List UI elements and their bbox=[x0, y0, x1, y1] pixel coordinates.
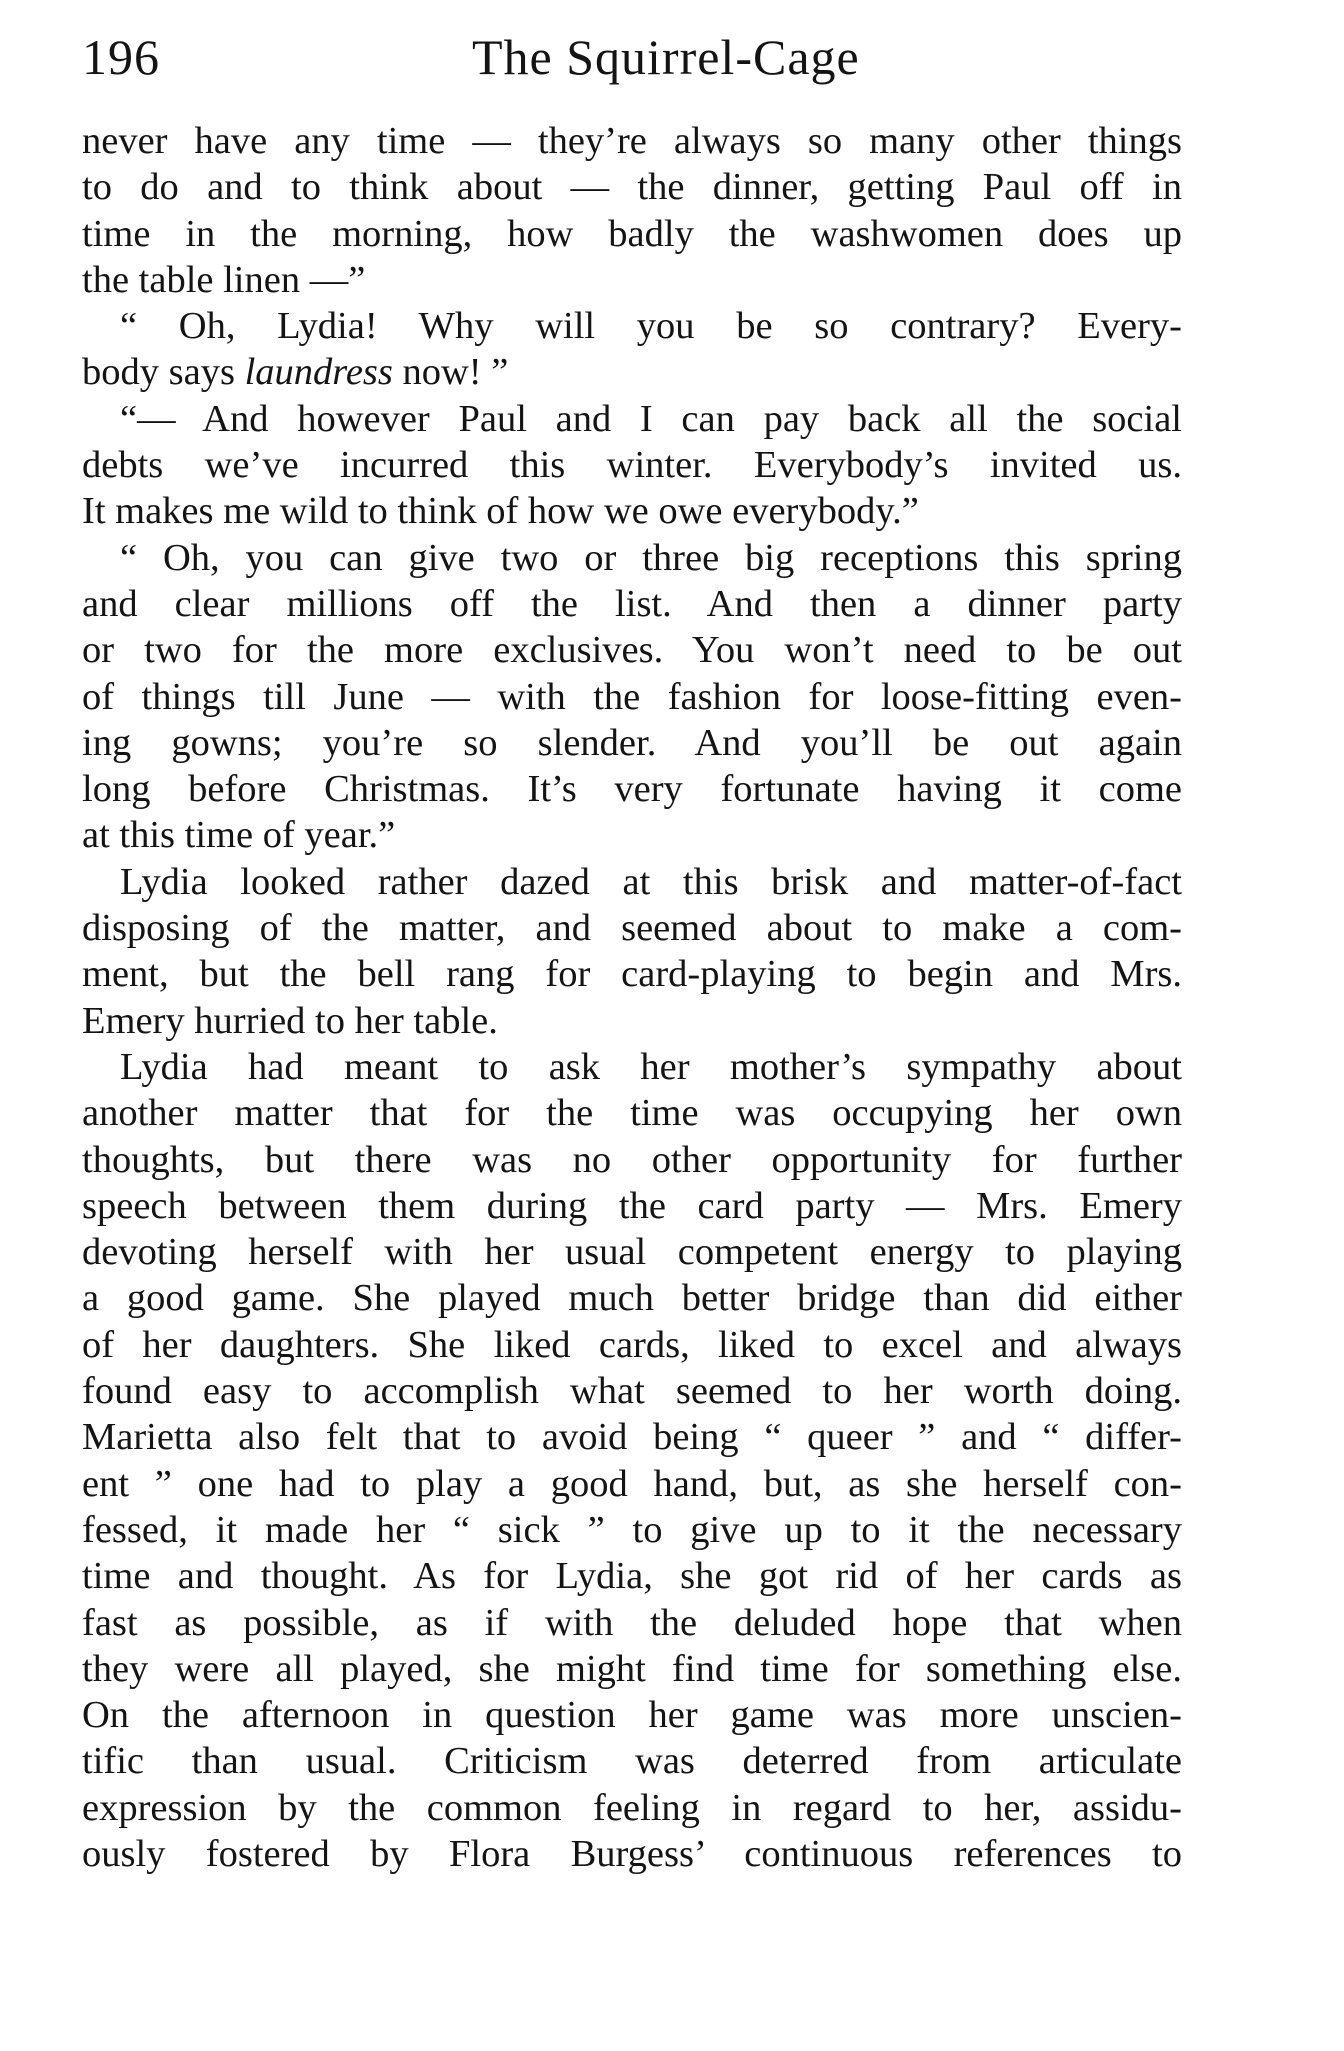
text-line: Emery hurried to her table. bbox=[82, 999, 498, 1042]
text-line: expression by the common feeling in regard to her, assidu- bbox=[82, 1786, 1182, 1829]
text-line: speech between them during the card party — Mrs. Emery bbox=[82, 1184, 1182, 1227]
text-line: ment, but the bell rang for card-playing to begin and Mrs. bbox=[82, 953, 1182, 996]
text-line: Lydia looked rather dazed at this brisk and matter-of-fact bbox=[120, 860, 1182, 903]
text-line: fast as possible, as if with the deluded hope that when bbox=[82, 1601, 1182, 1644]
text-line: disposing of the matter, and seemed about to make a com- bbox=[82, 907, 1182, 950]
text-line: time in the morning, how badly the washwomen does up bbox=[82, 212, 1182, 255]
text-line: a good game. She played much better bridge than did either bbox=[82, 1277, 1182, 1320]
text-line: time and thought. As for Lydia, she got rid of her cards as bbox=[82, 1555, 1182, 1598]
text-line: of things till June — with the fashion for loose-fitting even- bbox=[82, 675, 1182, 718]
text-line: It makes me wild to think of how we owe everybody.” bbox=[82, 490, 919, 533]
body-text bbox=[82, 118, 1182, 1877]
text-line: “ Oh, Lydia! Why will you be so contrary? Every- bbox=[120, 305, 1182, 348]
text-line: of her daughters. She liked cards, liked to excel and always bbox=[82, 1323, 1182, 1366]
text-line: body says laundress now! ” bbox=[82, 351, 509, 394]
text-line: another matter that for the time was occupying her own bbox=[82, 1092, 1182, 1135]
text-line: or two for the more exclusives. You won’t need to be out bbox=[82, 629, 1182, 672]
text-line: On the afternoon in question her game was more unscien- bbox=[82, 1694, 1182, 1737]
text-line: at this time of year.” bbox=[82, 814, 396, 857]
text-line: devoting herself with her usual competent energy to playing bbox=[82, 1231, 1182, 1274]
page-number: 196 bbox=[82, 29, 160, 85]
text-line: “— And however Paul and I can pay back all the social bbox=[120, 397, 1182, 440]
text-line: never have any time — they’re always so many other things bbox=[82, 120, 1182, 162]
text-line: tific than usual. Criticism was deterred from articulate bbox=[82, 1740, 1182, 1783]
text-line: ent ” one had to play a good hand, but, as she herself con- bbox=[82, 1462, 1182, 1505]
page-header bbox=[82, 22, 1182, 102]
text-line: Marietta also felt that to avoid being “ queer ” and “ differ- bbox=[82, 1416, 1182, 1459]
italic-word: laundress bbox=[244, 351, 393, 394]
text-line: thoughts, but there was no other opportunity for further bbox=[82, 1138, 1182, 1181]
text-line: ing gowns; you’re so slender. And you’ll be out again bbox=[82, 721, 1182, 764]
text-line: long before Christmas. It’s very fortunate having it come bbox=[82, 768, 1182, 811]
text-line: Lydia had meant to ask her mother’s sympathy about bbox=[120, 1045, 1182, 1088]
text-line: fessed, it made her “ sick ” to give up to it the necessary bbox=[82, 1508, 1182, 1551]
text-line: to do and to think about — the dinner, getting Paul off in bbox=[82, 166, 1182, 209]
text-line: debts we’ve incurred this winter. Everybody’s invited us. bbox=[82, 444, 1182, 487]
text-line: the table linen —” bbox=[82, 258, 366, 301]
text-line: found easy to accomplish what seemed to her worth doing. bbox=[82, 1370, 1182, 1413]
text-line: and clear millions off the list. And then a dinner party bbox=[82, 582, 1182, 625]
text-line: “ Oh, you can give two or three big receptions this spring bbox=[120, 536, 1182, 579]
text-line: ously fostered by Flora Burgess’ continuous references to bbox=[82, 1832, 1182, 1875]
text-line: they were all played, she might find time for something else. bbox=[82, 1647, 1182, 1690]
running-title: The Squirrel-Cage bbox=[472, 29, 860, 85]
